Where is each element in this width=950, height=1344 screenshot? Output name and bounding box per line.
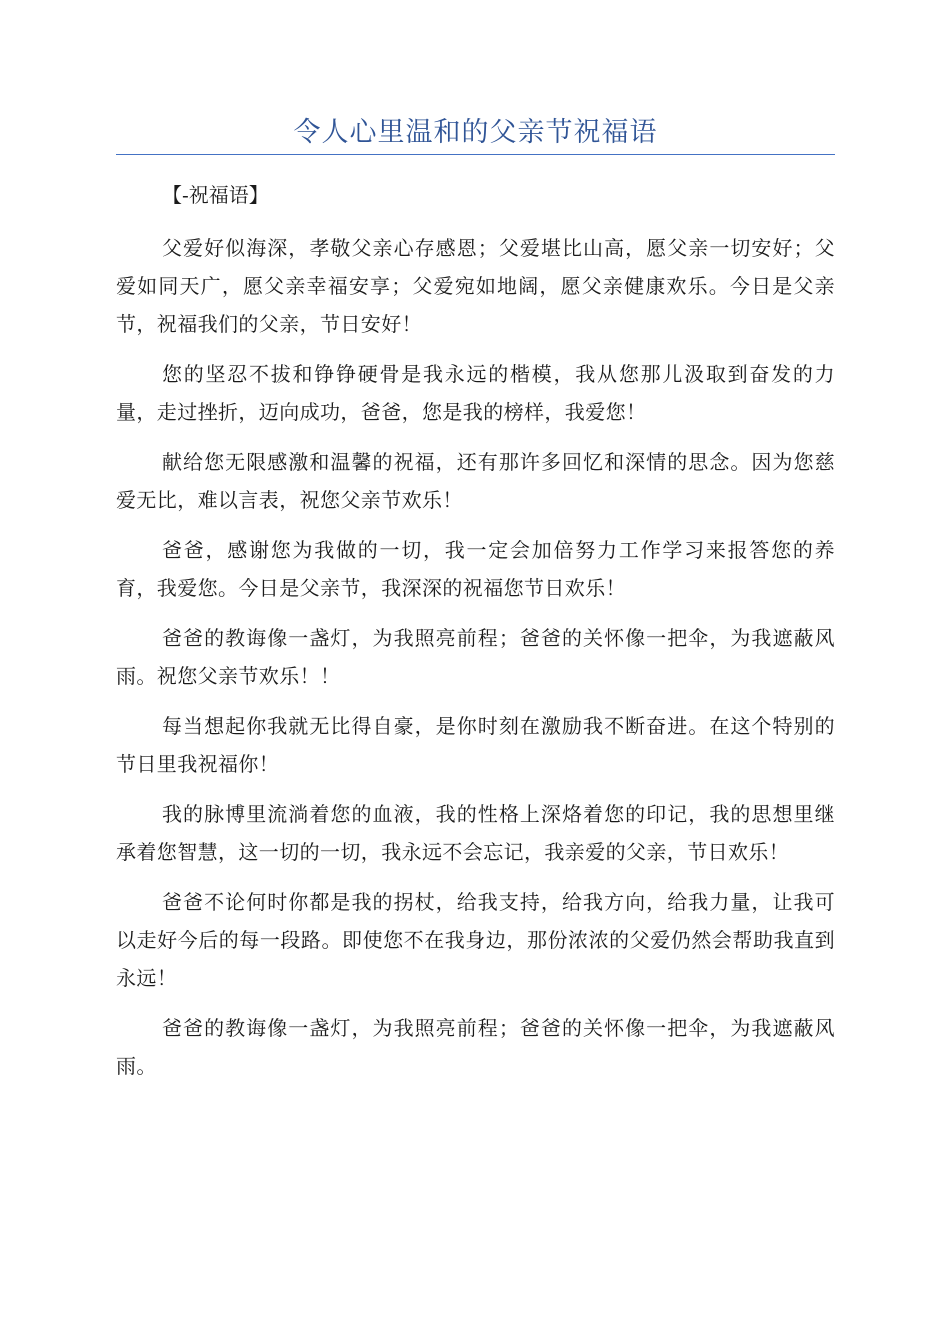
document-body (116, 176, 835, 1085)
paragraph-3: 献给您无限感激和温馨的祝福，还有那许多回忆和深情的思念。因为您慈爱无比，难以言表，祝您父亲节欢乐！ (116, 450, 835, 512)
paragraph-6: 每当想起你我就无比得自豪，是你时刻在激励我不断奋进。在这个特别的节日里我祝福你！ (116, 714, 835, 776)
paragraph-5: 爸爸的教诲像一盏灯，为我照亮前程；爸爸的关怀像一把伞，为我遮蔽风雨。祝您父亲节欢乐！！ (116, 626, 835, 688)
title-underline (116, 154, 835, 155)
paragraph-1: 父爱好似海深，孝敬父亲心存感恩；父爱堪比山高，愿父亲一切安好；父爱如同天广，愿父亲幸福安享；父爱宛如地阔，愿父亲健康欢乐。今日是父亲节，祝福我们的父亲，节日安好！ (116, 236, 835, 336)
section-label: 【-祝福语】 (162, 183, 269, 207)
paragraph-4: 爸爸，感谢您为我做的一切，我一定会加倍努力工作学习来报答您的养育，我爱您。今日是父亲节，我深深的祝福您节日欢乐！ (116, 538, 835, 600)
paragraph-8: 爸爸不论何时你都是我的拐杖，给我支持，给我方向，给我力量，让我可以走好今后的每一段路。即使您不在我身边，那份浓浓的父爱仍然会帮助我直到永远！ (116, 890, 835, 990)
paragraph-7: 我的脉博里流淌着您的血液，我的性格上深烙着您的印记，我的思想里继承着您智慧，这一切的一切，我永远不会忘记，我亲爱的父亲，节日欢乐！ (116, 802, 835, 864)
document-title: 令人心里温和的父亲节祝福语 (293, 117, 658, 148)
paragraph-2: 您的坚忍不拔和铮铮硬骨是我永远的楷模，我从您那儿汲取到奋发的力量，走过挫折，迈向成功，爸爸，您是我的榜样，我爱您！ (116, 362, 835, 424)
paragraph-9: 爸爸的教诲像一盏灯，为我照亮前程；爸爸的关怀像一把伞，为我遮蔽风雨。 (116, 1016, 835, 1078)
